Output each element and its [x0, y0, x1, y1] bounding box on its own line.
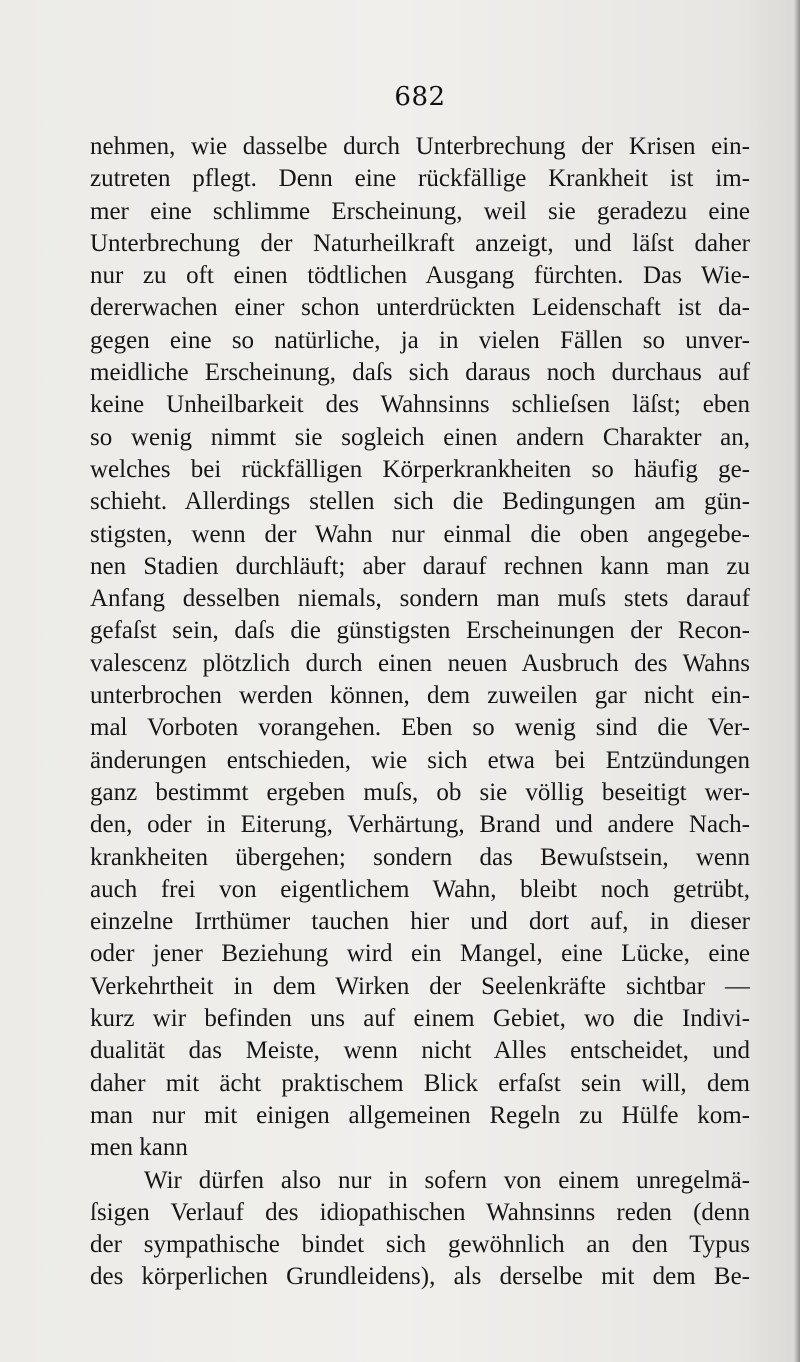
text-line: gefaſst sein, daſs die günstigsten Erscheinungen der Recon- — [90, 617, 750, 645]
text-line: auch frei von eigentlichem Wahn, bleibt noch getrübt, — [90, 875, 750, 903]
text-line: unterbrochen werden können, dem zuweilen gar nicht ein- — [90, 682, 750, 710]
page-number: 682 — [394, 82, 446, 112]
text-line: mer eine schlimme Erscheinung, weil sie geradezu eine — [90, 197, 750, 225]
text-line: dererwachen einer schon unterdrückten Leidenschaft ist da- — [90, 294, 750, 322]
page-edge-shadow — [794, 0, 800, 1362]
text-line: kurz wir befinden uns auf einem Gebiet, wo die Indivi- — [90, 1005, 750, 1033]
text-line: man nur mit einigen allgemeinen Regeln zu Hülfe kom- — [90, 1101, 750, 1129]
text-line: keine Unheilbarkeit des Wahnsinns schlieſsen läſst; eben — [90, 391, 750, 419]
text-line: gegen eine so natürliche, ja in vielen Fällen so unver- — [90, 326, 750, 354]
body-text — [90, 131, 750, 1294]
text-line: Verkehrtheit in dem Wirken der Seelenkräfte sichtbar — — [90, 972, 750, 1000]
text-line: ſsigen Verlauf des idiopathischen Wahnsinns reden (denn — [90, 1198, 750, 1226]
text-line: krankheiten übergehen; sondern das Bewuſstsein, wenn — [90, 843, 750, 871]
text-line: so wenig nimmt sie sogleich einen andern Charakter an, — [90, 423, 750, 451]
text-line: valescenz plötzlich durch einen neuen Ausbruch des Wahns — [90, 649, 750, 677]
text-line: stigsten, wenn der Wahn nur einmal die oben angegebe- — [90, 520, 750, 548]
text-line: des körperlichen Grundleidens), als derselbe mit dem Be- — [90, 1263, 750, 1291]
text-line: meidliche Erscheinung, daſs sich daraus noch durchaus auf — [90, 359, 750, 387]
text-line: mal Vorboten vorangehen. Eben so wenig sind die Ver- — [90, 714, 750, 742]
text-line-paragraph-end: men kann — [90, 1134, 188, 1162]
text-line: Anfang desselben niemals, sondern man muſs stets darauf — [90, 585, 750, 613]
text-line: den, oder in Eiterung, Verhärtung, Brand und andere Nach- — [90, 811, 750, 839]
text-line: nen Stadien durchläuft; aber darauf rechnen kann man zu — [90, 552, 750, 580]
text-line: Unterbrechung der Naturheilkraft anzeigt, und läſst daher — [90, 229, 750, 257]
text-line: daher mit ächt praktischem Blick erfaſst sein will, dem — [90, 1069, 750, 1097]
text-line: einzelne Irrthümer tauchen hier und dort auf, in dieser — [90, 908, 750, 936]
text-line: welches bei rückfälligen Körperkrankheiten so häufig ge- — [90, 455, 750, 483]
text-line: der sympathische bindet sich gewöhnlich an den Typus — [90, 1231, 750, 1259]
text-line: zutreten pflegt. Denn eine rückfällige Krankheit ist im- — [90, 165, 750, 193]
text-line-paragraph-start: Wir dürfen also nur in sofern von einem unregelmä- — [144, 1166, 750, 1194]
text-line: nehmen, wie dasselbe durch Unterbrechung der Krisen ein- — [90, 133, 750, 160]
text-line: schieht. Allerdings stellen sich die Bedingungen am gün- — [90, 488, 750, 516]
text-line: dualität das Meiste, wenn nicht Alles entscheidet, und — [90, 1037, 750, 1065]
text-line: ganz bestimmt ergeben muſs, ob sie völlig beseitigt wer- — [90, 778, 750, 806]
text-line: oder jener Beziehung wird ein Mangel, eine Lücke, eine — [90, 940, 750, 968]
text-line: änderungen entschieden, wie sich etwa bei Entzündungen — [90, 746, 750, 774]
text-line: nur zu oft einen tödtlichen Ausgang fürchten. Das Wie- — [90, 262, 750, 290]
